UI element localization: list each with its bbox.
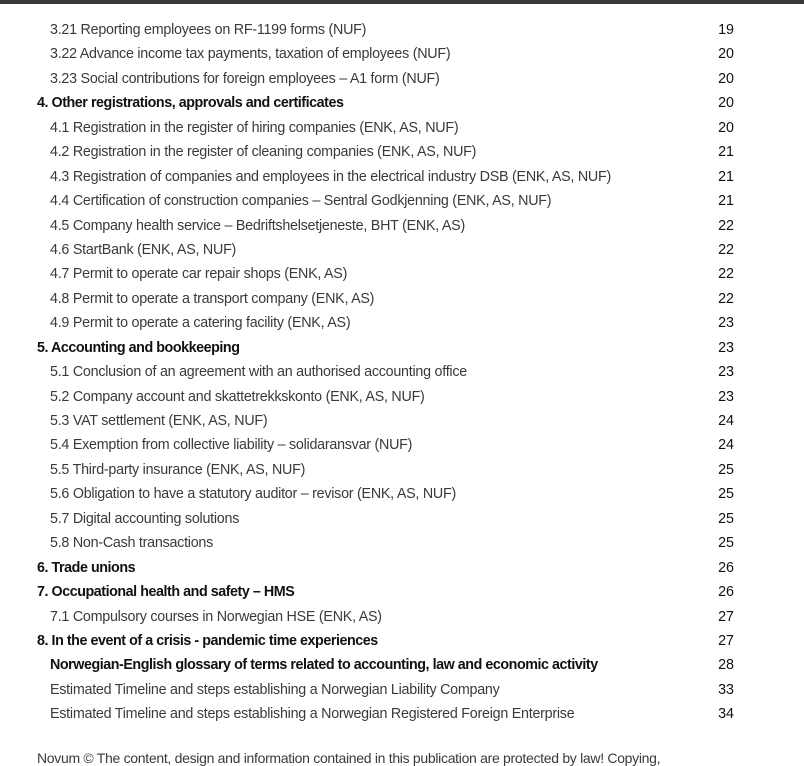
toc-page-number: 23 — [718, 339, 734, 356]
toc-entry[interactable] — [0, 69, 804, 93]
toc-entry[interactable] — [0, 264, 804, 288]
toc-page-number: 25 — [718, 510, 734, 527]
toc-entry-title: 7.1 Compulsory courses in Norwegian HSE (ENK, AS) — [50, 608, 382, 625]
toc-entry-title: 5.8 Non-Cash transactions — [50, 535, 214, 552]
toc-page-number: 25 — [718, 535, 734, 552]
toc-entry-title: 4.6 StartBank (ENK, AS, NUF) — [50, 241, 237, 258]
toc-entry-title: 4. Other registrations, approvals and certificates — [37, 95, 344, 112]
toc-entry[interactable] — [0, 655, 804, 679]
toc-section-heading[interactable] — [0, 582, 804, 606]
toc-page-number: 25 — [718, 461, 734, 478]
toc-section-heading[interactable] — [0, 93, 804, 117]
toc-page-number: 20 — [718, 95, 734, 112]
toc-entry[interactable] — [0, 289, 804, 313]
toc-entry-title: 5.7 Digital accounting solutions — [50, 510, 240, 527]
toc-entry[interactable] — [0, 142, 804, 166]
toc-page-number: 25 — [718, 486, 734, 503]
toc-entry-title: 4.8 Permit to operate a transport company (ENK, AS) — [50, 290, 375, 307]
table-of-contents — [0, 20, 804, 729]
toc-entry[interactable] — [0, 20, 804, 44]
toc-entry[interactable] — [0, 216, 804, 240]
toc-page-number: 22 — [718, 241, 734, 258]
toc-page-number: 28 — [718, 657, 734, 674]
toc-entry-title: 4.3 Registration of companies and employees in the electrical industry DSB (ENK, AS, NUF) — [50, 168, 612, 185]
toc-page-number: 24 — [718, 437, 734, 454]
toc-entry-title: 5.5 Third-party insurance (ENK, AS, NUF) — [50, 461, 306, 478]
toc-entry-title: Estimated Timeline and steps establishing a Norwegian Registered Foreign Enterprise — [50, 706, 575, 723]
toc-page-number: 21 — [718, 144, 734, 161]
toc-section-heading[interactable] — [0, 558, 804, 582]
toc-page-number: 26 — [718, 584, 734, 601]
toc-entry-title: 5.1 Conclusion of an agreement with an authorised accounting office — [50, 364, 467, 381]
toc-entry-title: 4.1 Registration in the register of hiring companies (ENK, AS, NUF) — [50, 119, 459, 136]
toc-entry[interactable] — [0, 240, 804, 264]
toc-entry[interactable] — [0, 167, 804, 191]
toc-page-number: 26 — [718, 559, 734, 576]
toc-entry-title: 7. Occupational health and safety – HMS — [37, 584, 295, 601]
toc-entry[interactable] — [0, 191, 804, 215]
toc-page-number: 34 — [718, 706, 734, 723]
toc-page-number: 22 — [718, 290, 734, 307]
toc-entry-title: Norwegian-English glossary of terms related to accounting, law and economic activity — [50, 657, 598, 674]
toc-entry[interactable] — [0, 118, 804, 142]
toc-entry-title: 4.5 Company health service – Bedriftshelsetjeneste, BHT (ENK, AS) — [50, 217, 465, 234]
toc-page-number: 27 — [718, 608, 734, 625]
toc-entry[interactable] — [0, 533, 804, 557]
toc-entry-title: 5. Accounting and bookkeeping — [37, 339, 240, 356]
toc-entry-title: 6. Trade unions — [37, 559, 136, 576]
toc-entry-title: 5.6 Obligation to have a statutory auditor – revisor (ENK, AS, NUF) — [50, 486, 456, 503]
toc-page-number: 20 — [718, 119, 734, 136]
toc-entry-title: Estimated Timeline and steps establishing a Norwegian Liability Company — [50, 681, 500, 698]
toc-page-number: 20 — [718, 70, 734, 87]
toc-page-number: 33 — [718, 681, 734, 698]
toc-page-number: 20 — [718, 46, 734, 63]
toc-page-number: 21 — [718, 193, 734, 210]
toc-entry[interactable] — [0, 313, 804, 337]
toc-page-number: 23 — [718, 315, 734, 332]
toc-entry-title: 5.2 Company account and skattetrekkskonto (ENK, AS, NUF) — [50, 388, 425, 405]
toc-entry[interactable] — [0, 460, 804, 484]
toc-entry-title: 4.4 Certification of construction companies – Sentral Godkjenning (ENK, AS, NUF) — [50, 193, 552, 210]
toc-entry[interactable] — [0, 607, 804, 631]
toc-entry[interactable] — [0, 44, 804, 68]
toc-entry-title: 5.4 Exemption from collective liability – solidaransvar (NUF) — [50, 437, 413, 454]
toc-entry-title: 3.22 Advance income tax payments, taxation of employees (NUF) — [50, 46, 451, 63]
toc-entry[interactable] — [0, 435, 804, 459]
toc-entry-title: 3.21 Reporting employees on RF-1199 forms (NUF) — [50, 22, 367, 38]
toc-entry-title: 4.2 Registration in the register of cleaning companies (ENK, AS, NUF) — [50, 144, 477, 161]
toc-section-heading[interactable] — [0, 338, 804, 362]
copyright-footer: Novum © The content, design and information contained in this publication are protected by law! Copying, — [37, 750, 661, 766]
toc-page-number: 23 — [718, 364, 734, 381]
toc-entry[interactable] — [0, 680, 804, 704]
toc-page-number: 24 — [718, 413, 734, 429]
top-border — [0, 0, 804, 4]
toc-entry-title: 4.9 Permit to operate a catering facility (ENK, AS) — [50, 315, 351, 332]
toc-entry[interactable] — [0, 509, 804, 533]
toc-page-number: 22 — [718, 217, 734, 234]
toc-entry-title: 5.3 VAT settlement (ENK, AS, NUF) — [50, 413, 268, 429]
toc-entry[interactable] — [0, 387, 804, 411]
toc-entry[interactable] — [0, 484, 804, 508]
toc-entry[interactable] — [0, 411, 804, 435]
toc-entry[interactable] — [0, 362, 804, 386]
toc-page-number: 21 — [718, 168, 734, 185]
toc-entry[interactable] — [0, 704, 804, 728]
toc-page-number: 19 — [718, 22, 734, 38]
toc-entry-title: 4.7 Permit to operate car repair shops (ENK, AS) — [50, 266, 348, 283]
toc-section-heading[interactable] — [0, 631, 804, 655]
toc-page-number: 23 — [718, 388, 734, 405]
toc-entry-title: 3.23 Social contributions for foreign employees – A1 form (NUF) — [50, 70, 440, 87]
toc-page-number: 27 — [718, 632, 734, 649]
toc-page-number: 22 — [718, 266, 734, 283]
toc-entry-title: 8. In the event of a crisis - pandemic time experiences — [37, 632, 378, 649]
